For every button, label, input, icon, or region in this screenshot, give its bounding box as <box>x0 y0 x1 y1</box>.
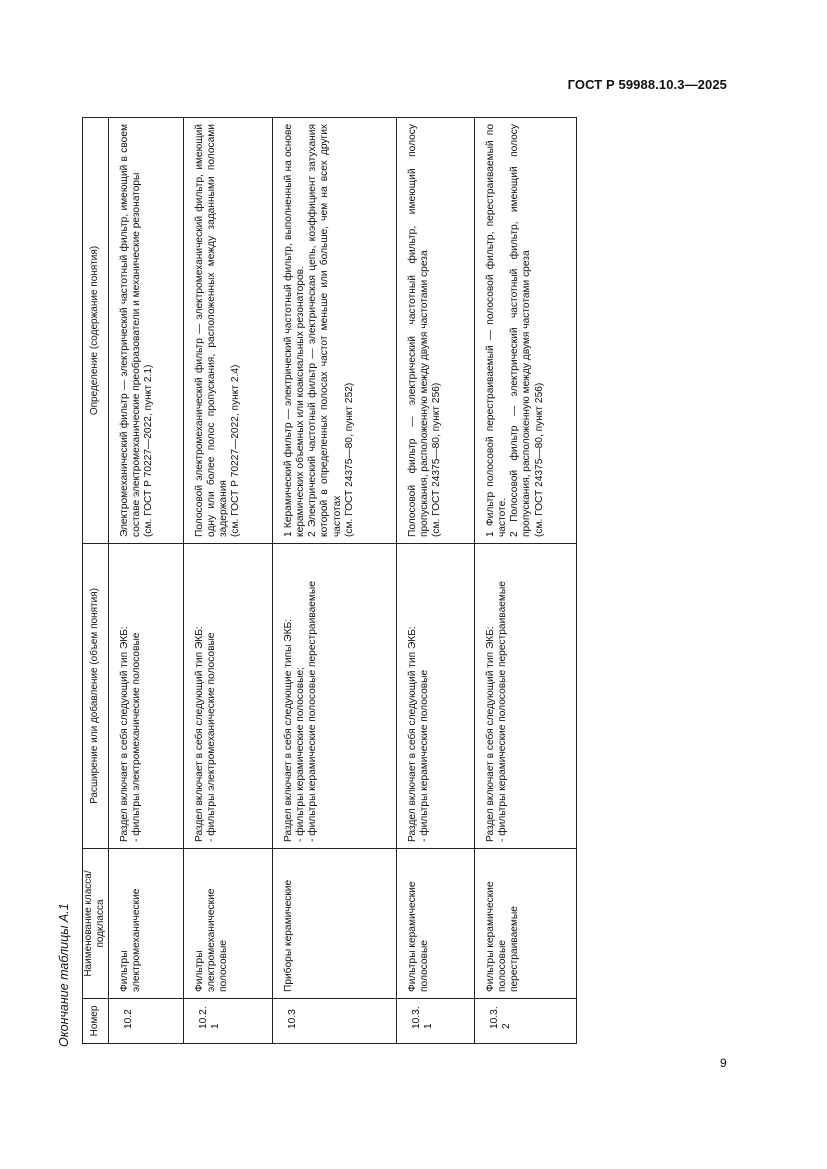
row-extension <box>474 544 576 849</box>
table-header-row <box>83 118 109 1044</box>
row-definition <box>108 118 183 544</box>
table-row <box>183 118 272 1044</box>
extension-line: Раздел включает в себя следующий тип ЭКБ: <box>406 626 418 842</box>
page-number: 9 <box>720 1056 727 1070</box>
rotated-table-container <box>82 118 559 1044</box>
definition-line: 2 Полосовой фильтр — электрический частотный фильтр, имеющий полосу пропускания, расположенную между двумя частотами среза <box>509 124 533 537</box>
definition-line: 1 Керамический фильтр — электрический частотный фильтр, выполненный на основе керамических объемных или коаксиальных резонаторов. <box>282 124 306 537</box>
row-extension <box>396 544 474 849</box>
row-definition <box>183 118 272 544</box>
row-number: 10.3.2 <box>474 999 576 1044</box>
definition-line: Полосовой электромеханический фильтр — электромеханический фильтр, имеющий одну или более полос пропускания, расположенных между заданными полосами задержания <box>193 124 230 537</box>
row-number: 10.2.1 <box>183 999 272 1044</box>
table-row <box>108 118 183 1044</box>
table-row <box>474 118 576 1044</box>
extension-line: Раздел включает в себя следующий тип ЭКБ: <box>484 626 496 842</box>
row-extension <box>108 544 183 849</box>
row-class-name: Фильтры электромеханические <box>108 849 183 999</box>
column-header-number: Номер <box>83 999 109 1044</box>
extension-line: - фильтры керамические полосовые перестраиваемые <box>307 581 319 842</box>
table-row <box>396 118 474 1044</box>
extension-line: - фильтры электромеханические полосовые <box>205 632 217 842</box>
definition-line: Полосовой фильтр — электрический частотный фильтр, имеющий полосу пропускания, расположенную между двумя частотами среза <box>406 124 430 537</box>
row-definition <box>272 118 396 544</box>
definition-line: 2 Электрический частотный фильтр — электрическая цепь, коэффициент затухания которой в определенных полосах частот меньше или больше, чем на всех других частотах <box>307 124 343 537</box>
row-class-name: Фильтры керамические полосовые перестраиваемые <box>474 849 576 999</box>
extension-line: - фильтры керамические полосовые перестраиваемые <box>496 581 508 842</box>
definition-line: (см. ГОСТ Р 70227—2022, пункт 2.4) <box>230 364 242 537</box>
extension-line: - фильтры керамические полосовые <box>418 669 430 842</box>
row-number: 10.3.1 <box>396 999 474 1044</box>
row-class-name: Фильтры керамические полосовые <box>396 849 474 999</box>
classification-table <box>82 117 577 1044</box>
extension-line: - фильтры керамические полосовые; <box>294 667 306 842</box>
row-class-name: Фильтры электромеханические полосовые <box>183 849 272 999</box>
row-extension <box>272 544 396 849</box>
definition-line: (см. ГОСТ Р 70227—2022, пункт 2.1) <box>143 364 155 537</box>
row-definition <box>474 118 576 544</box>
extension-line: Раздел включает в себя следующие типы ЭКБ: <box>282 618 294 842</box>
column-header-definition: Определение (содержание понятия) <box>83 118 109 544</box>
row-extension <box>183 544 272 849</box>
table-continuation-label: Окончание таблицы А.1 <box>57 903 71 1047</box>
column-header-extension: Расширение или добавление (объем понятия) <box>83 544 109 849</box>
table-row <box>272 118 396 1044</box>
definition-line: (см. ГОСТ 24375—80, пункт 256) <box>431 382 443 537</box>
column-header-class-name: Наименование класса/подкласса <box>83 849 109 999</box>
extension-line: Раздел включает в себя следующий тип ЭКБ: <box>118 626 130 842</box>
extension-line: Раздел включает в себя следующий тип ЭКБ: <box>193 626 205 842</box>
definition-line: (см. ГОСТ 24375—80, пункт 252) <box>344 382 356 537</box>
definition-line: Электромеханический фильтр — электрический частотный фильтр, имеющий в своем составе электромеханические преобразователи и механические резонаторы <box>118 124 142 537</box>
row-definition <box>396 118 474 544</box>
definition-line: 1 Фильтр полосовой перестраиваемый — полосовой фильтр, перестраиваемый по частоте. <box>484 124 508 537</box>
document-code-header: ГОСТ Р 59988.10.3—2025 <box>567 77 727 92</box>
extension-line: - фильтры электромеханические полосовые <box>130 632 142 842</box>
row-class-name: Приборы керамические <box>272 849 396 999</box>
row-number: 10.3 <box>272 999 396 1044</box>
definition-line: (см. ГОСТ 24375—80, пункт 256) <box>533 382 545 537</box>
row-number: 10.2 <box>108 999 183 1044</box>
